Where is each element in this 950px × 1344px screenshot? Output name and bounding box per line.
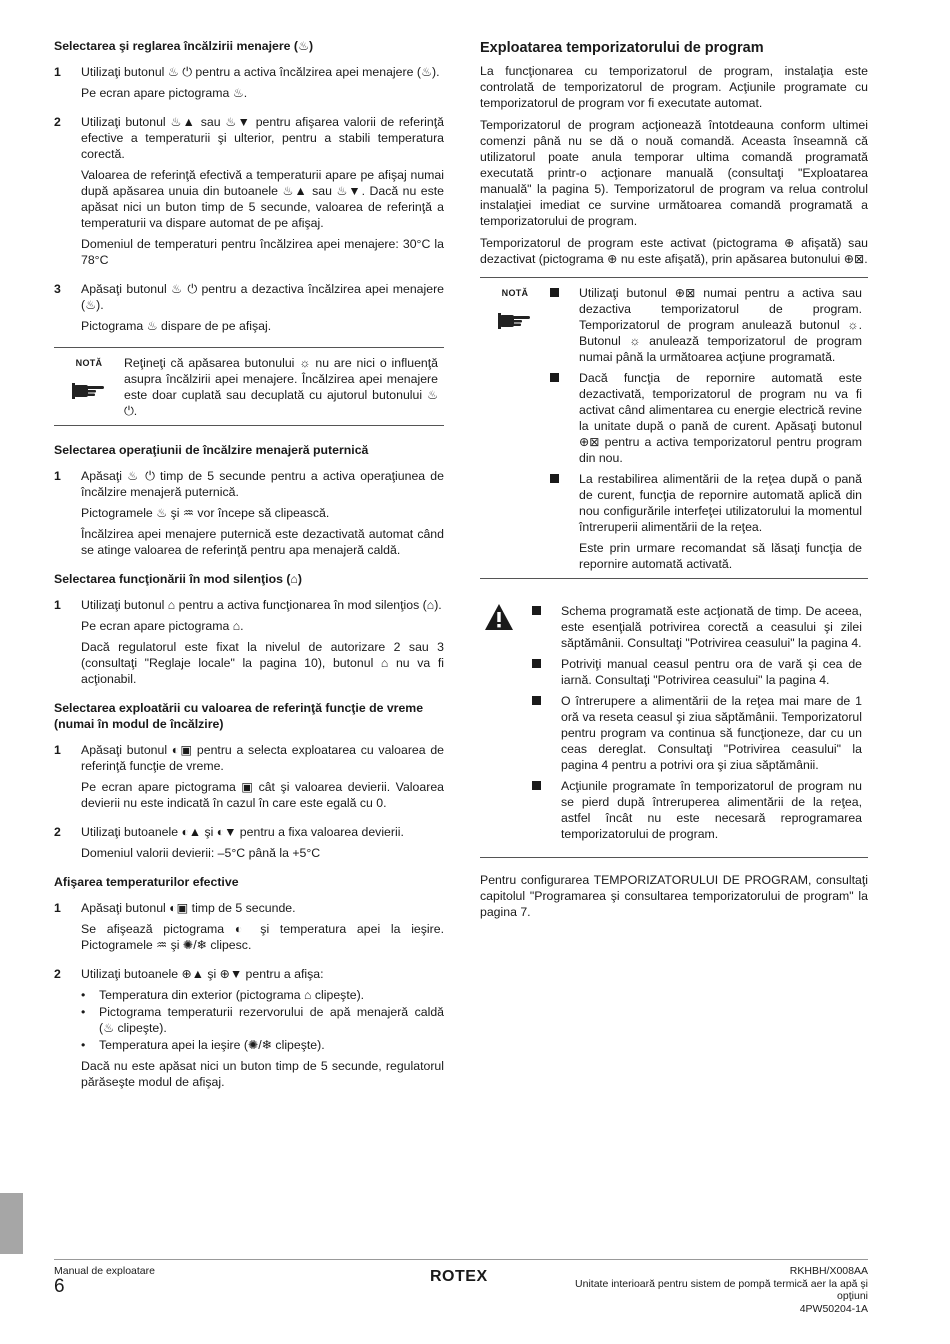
step-text: Dacă nu este apăsat nici un buton timp de 5 secunde, regulatorul părăseşte modul de afişaj. bbox=[81, 1059, 444, 1089]
body-paragraph: La funcţionarea cu temporizatorul de program, instalaţia este controlată de temporizatorul de program. Acţiunile programate cu temporizatorul de program vor fi executate automat. bbox=[480, 64, 868, 110]
page-side-tab bbox=[0, 1193, 23, 1254]
note-extra-text: Este prin urmare recomandat să lăsaţi funcţia de repornire automată activată. bbox=[579, 541, 862, 571]
step-text: Apăsaţi butonul ♨ ⏻ pentru a dezactiva încălzirea apei menajere (♨). bbox=[81, 282, 444, 312]
step-number: 2 bbox=[54, 115, 61, 129]
step-text: Se afişează pictograma ◐ şi temperatura apei la ieşire. Pictogramele ♒ şi ✺/❄ clipesc. bbox=[81, 922, 444, 952]
step-number: 1 bbox=[54, 743, 61, 757]
note-text: Reţineţi că apăsarea butonului ☼ nu are nici o influenţă asupra încălzirii apei menajere. Încălzirea apei menajere este doar cuplată sau decuplată cu ajutorul butonului ♨ ⏻. bbox=[124, 356, 438, 418]
step-text: Utilizaţi butonul ♨ ⏻ pentru a activa încălzirea apei menajere (♨). bbox=[81, 65, 440, 79]
section-heading-actual-temps: Afişarea temperaturilor efective bbox=[54, 875, 239, 889]
step-text: Pictograma ♨ dispare de pe afişaj. bbox=[81, 319, 272, 333]
step-number: 1 bbox=[54, 469, 61, 483]
rotex-logo: ROTEX bbox=[430, 1268, 488, 1285]
section-heading-powerful: Selectarea operaţiunii de încălzire menajeră puternică bbox=[54, 443, 369, 457]
footer-divider bbox=[54, 1259, 868, 1260]
step-number: 1 bbox=[54, 901, 61, 915]
footer-right bbox=[548, 1265, 868, 1315]
step-number: 2 bbox=[54, 825, 61, 839]
step-text: Utilizaţi butoanele ⊕▲ şi ⊕▼ pentru a afişa: bbox=[81, 967, 324, 981]
step-number: 1 bbox=[54, 65, 61, 79]
pointing-hand-icon bbox=[498, 309, 532, 331]
pointing-hand-icon bbox=[72, 379, 106, 401]
step bbox=[54, 114, 444, 273]
product-description: Unitate interioară pentru sistem de pompă termică aer la apă şi opţiuni bbox=[575, 1277, 868, 1302]
step-number: 2 bbox=[54, 967, 61, 981]
document-code: 4PW50204-1A bbox=[799, 1302, 868, 1315]
list-item: Dacă funcţia de repornire automată este dezactivată, temporizatorul de program nu va fi activat când alimentarea cu energie electrică revine la unitate după o pană de curent. Apăsaţi butonul ⊕⊠ pentru a activa temporizatorul pentru program din nou. bbox=[550, 370, 862, 466]
step-text: Valoarea de referinţă efectivă a temperaturii apare pe afişaj numai după apăsarea unuia din butoanele ♨▲ sau ♨▼. Dacă nu este apăsat nici un buton timp de 5 secunde, valoarea de referinţă a temperaturii va dispare automat de pe afişaj. bbox=[81, 168, 444, 230]
step-text: Pe ecran apare pictograma ⌂. bbox=[81, 619, 244, 633]
list-item: Acţiunile programate în temporizatorul de program nu se pierd după întreruperea alimentării de la reţea, astfel încât nu este necesară reprogramarea temporizatorului de program. bbox=[532, 778, 862, 842]
step bbox=[54, 742, 444, 816]
step-text: Încălzirea apei menajere puternică este dezactivată automat când se atinge valoarea de referinţă pentru apa menajeră caldă. bbox=[81, 527, 444, 557]
warning-icon bbox=[484, 603, 532, 631]
step-number: 3 bbox=[54, 282, 61, 296]
list-item: Schema programată este acţionată de timp. De aceea, este esenţială potrivirea corectă a ceasului şi zilei săptămânii. Consultaţi "Potrivirea ceasului" la pagina 4. bbox=[532, 603, 862, 651]
note-label: NOTĂ bbox=[501, 288, 529, 298]
step-number: 1 bbox=[54, 598, 61, 612]
step-text: Dacă regulatorul este fixat la nivelul de autorizare 2 sau 3 (consultaţi "Reglaje locale" la pagina 10), butonul ⌂ nu va fi acţionabil. bbox=[81, 640, 444, 686]
body-paragraph: Temporizatorul de program este activat (pictograma ⊕ afişată) sau dezactivat (pictograma ⊕ nu este afişată), prin apăsarea butonului ⊕⊠. bbox=[480, 236, 868, 266]
note-box bbox=[480, 277, 868, 579]
step bbox=[54, 824, 444, 866]
list-item: Utilizaţi butonul ⊕⊠ numai pentru a activa sau dezactiva temporizatorul de program. Temporizatorul de program anulează butonul ☼. Butonul ☼ anulează temporizatorul de program numai până la următoarea acţiune programată. bbox=[550, 285, 862, 365]
page-number: 6 bbox=[54, 1276, 65, 1297]
list-item: La restabilirea alimentării de la reţea după o pană de curent, funcţia de repornire automată aplică din nou configurările interfeţei utilizatorului la momentul întreruperii alimentării de la reţea. bbox=[550, 471, 862, 535]
step-text: Pe ecran apare pictograma ♨. bbox=[81, 86, 248, 100]
step bbox=[54, 597, 444, 692]
section-title-schedule-timer: Exploatarea temporizatorului de program bbox=[480, 40, 764, 56]
step bbox=[54, 64, 444, 106]
manual-title: Manual de exploatare bbox=[54, 1265, 155, 1277]
step-text: Pictogramele ♨ şi ♒ vor începe să clipească. bbox=[81, 506, 330, 520]
body-paragraph: Temporizatorul de program acţionează întotdeauna conform ultimei comenzi până nu se dă o nouă comandă. Aceasta înseamnă că utilizatorul poate anula temporar ultima comandă programată executată printr-o acţionare manuală (consultaţi "Exploatarea manuală" la pagina 5). Temporizatorul de program va relua controlul instalaţiei imediat ce survine următoarea comandă programată a temporizatorului de program. bbox=[480, 118, 868, 228]
step-text: Utilizaţi butonul ♨▲ sau ♨▼ pentru afişarea valorii de referinţă efective a temperaturii şi ulterior, pentru a stabili temperatura corectă. bbox=[81, 115, 444, 161]
step bbox=[54, 468, 444, 563]
list-item: O întrerupere a alimentării de la reţea mai mare de 1 oră va reseta ceasul şi ziua săptămânii. Temporizatorul pentru program va continua să funcţioneze, dar cu un ceas dereglat. Consultaţi "Potrivirea ceasului" la pagina 4 pentru a potrivi ora şi ziua săptămânii. bbox=[532, 693, 862, 773]
step-text: Apăsaţi ♨ ⏻ timp de 5 secunde pentru a activa operaţiunea de încălzire menajeră puternică. bbox=[81, 469, 444, 499]
step-text: Apăsaţi butonul ◐▣ pentru a selecta exploatarea cu valoarea de referinţă funcţie de vreme. bbox=[81, 743, 444, 773]
list-item: • Temperatura din exterior (pictograma ⌂ clipeşte). bbox=[81, 988, 365, 1002]
right-column bbox=[480, 38, 868, 926]
step-text: Apăsaţi butonul ◐▣ timp de 5 secunde. bbox=[81, 901, 296, 915]
list-item: Potriviţi manual ceasul pentru ora de vară şi cea de iarnă. Consultaţi "Potrivirea ceasului" la pagina 4. bbox=[532, 656, 862, 688]
footer-left bbox=[54, 1265, 155, 1297]
body-paragraph: Pentru configurarea TEMPORIZATORULUI DE PROGRAM, consultaţi capitolul "Programarea şi consultarea temporizatorului de program" la pagina 7. bbox=[480, 873, 868, 919]
step-text: Utilizaţi butonul ⌂ pentru a activa funcţionarea în mod silenţios (⌂). bbox=[81, 598, 442, 612]
step-text: Pe ecran apare pictograma ▣ cât şi valoarea devierii. Valoarea devierii nu este indicată în cazul în care este egală cu 0. bbox=[81, 780, 444, 810]
note-label: NOTĂ bbox=[75, 358, 103, 368]
step-text: Domeniul de temperaturi pentru încălzirea apei menajere: 30°C la 78°C bbox=[81, 237, 444, 267]
list-item: • Temperatura apei la ieşire (✺/❄ clipeşte). bbox=[81, 1038, 325, 1052]
note-box bbox=[54, 347, 444, 426]
warning-box bbox=[480, 595, 868, 858]
model-code: RKHBH/X008AA bbox=[789, 1265, 868, 1277]
step-text: Utilizaţi butoanele ◐▲ şi ◐▼ pentru a fixa valoarea devierii. bbox=[81, 825, 404, 839]
step bbox=[54, 900, 444, 958]
step bbox=[54, 966, 444, 1095]
list-item: • Pictograma temperaturii rezervorului de apă menajeră caldă (♨ clipeşte). bbox=[81, 1005, 444, 1035]
section-heading-weather: Selectarea exploatării cu valoarea de referinţă funcţie de vreme (numai în modul de încălzire) bbox=[54, 701, 424, 731]
section-heading-dhw: Selectarea şi reglarea încălzirii menajere (♨) bbox=[54, 39, 314, 53]
left-column bbox=[54, 38, 444, 1097]
step-text: Domeniul valorii devierii: –5°C până la +5°C bbox=[81, 846, 321, 860]
section-heading-quiet: Selectarea funcţionării în mod silenţios (⌂) bbox=[54, 572, 302, 586]
step bbox=[54, 281, 444, 339]
